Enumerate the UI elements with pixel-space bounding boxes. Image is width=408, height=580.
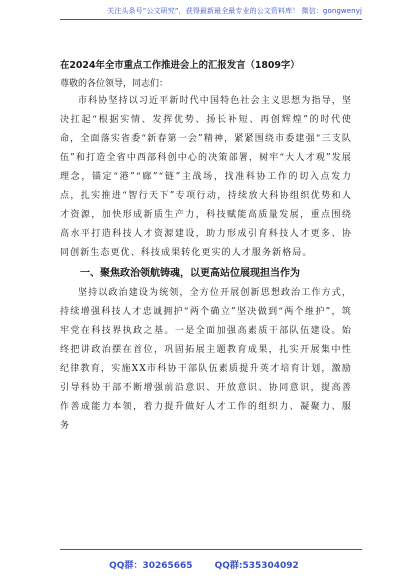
header-divider	[60, 19, 362, 20]
footer	[0, 558, 408, 571]
footer-divider	[60, 549, 362, 550]
document-body	[60, 58, 352, 436]
header-banner: 关注头条号“公文研究”，获得最新最全最专业的公文资料库！ 微信：gongwenyj	[107, 7, 362, 15]
section-paragraph: 坚持以政治建设为统领，全方位开展创新思想政治工作方式，持续增强科技人才忠诚拥护“两个确立”坚决做到“两个维护”，筑牢党在科技界执政之基。一是全面加强高素质干部队伍建设。始终把讲政治摆在首位，巩固拓展主题教育成果，扎实开展集中性纪律教育，实施XX市科协干部队伍素质提升英才培育计划，激励引导科协干部不断增强前沿意识、开放意识、协同意识，提高善作善成能力本领，着力提升做好人才工作的组织力、凝聚力、服务	[60, 288, 352, 431]
footer-qq-group-2: QQ群:535304092	[214, 561, 299, 571]
salutation: 尊敬的各位领导，同志们：	[60, 79, 169, 89]
document-title: 在2024年全市重点工作推进会上的汇报发言（1809字）	[60, 60, 300, 71]
footer-qq-group-1: QQ群：30265665	[109, 561, 193, 571]
intro-paragraph: 市科协坚持以习近平新时代中国特色社会主义思想为指导，坚决扛起“根据实情、发挥优势、扬长补短、再创辉煌”的时代使命，全面落实省委“新春第一会”精神，紧紧围绕市委建强“三支队伍”和打造全省中西部科创中心的决策部署，树牢“大人才观”发展理念，锚定“港”“廊”“链”主战场，找准科协工作的切入点发力点，扎实推进“智行天下”专项行动，持续放大科协组织优势和人才资源，加快形成新质生产力，科技赋能高质量发展，重点围绕高水平打造科技人才资源建设，助力形成引育科技人才更多、协同创新生态更优、科技成果转化更实的人才服务新格局。	[60, 96, 352, 258]
section-heading: 一、聚焦政治领航铸魂，以更高站位展现担当作为	[80, 268, 300, 279]
